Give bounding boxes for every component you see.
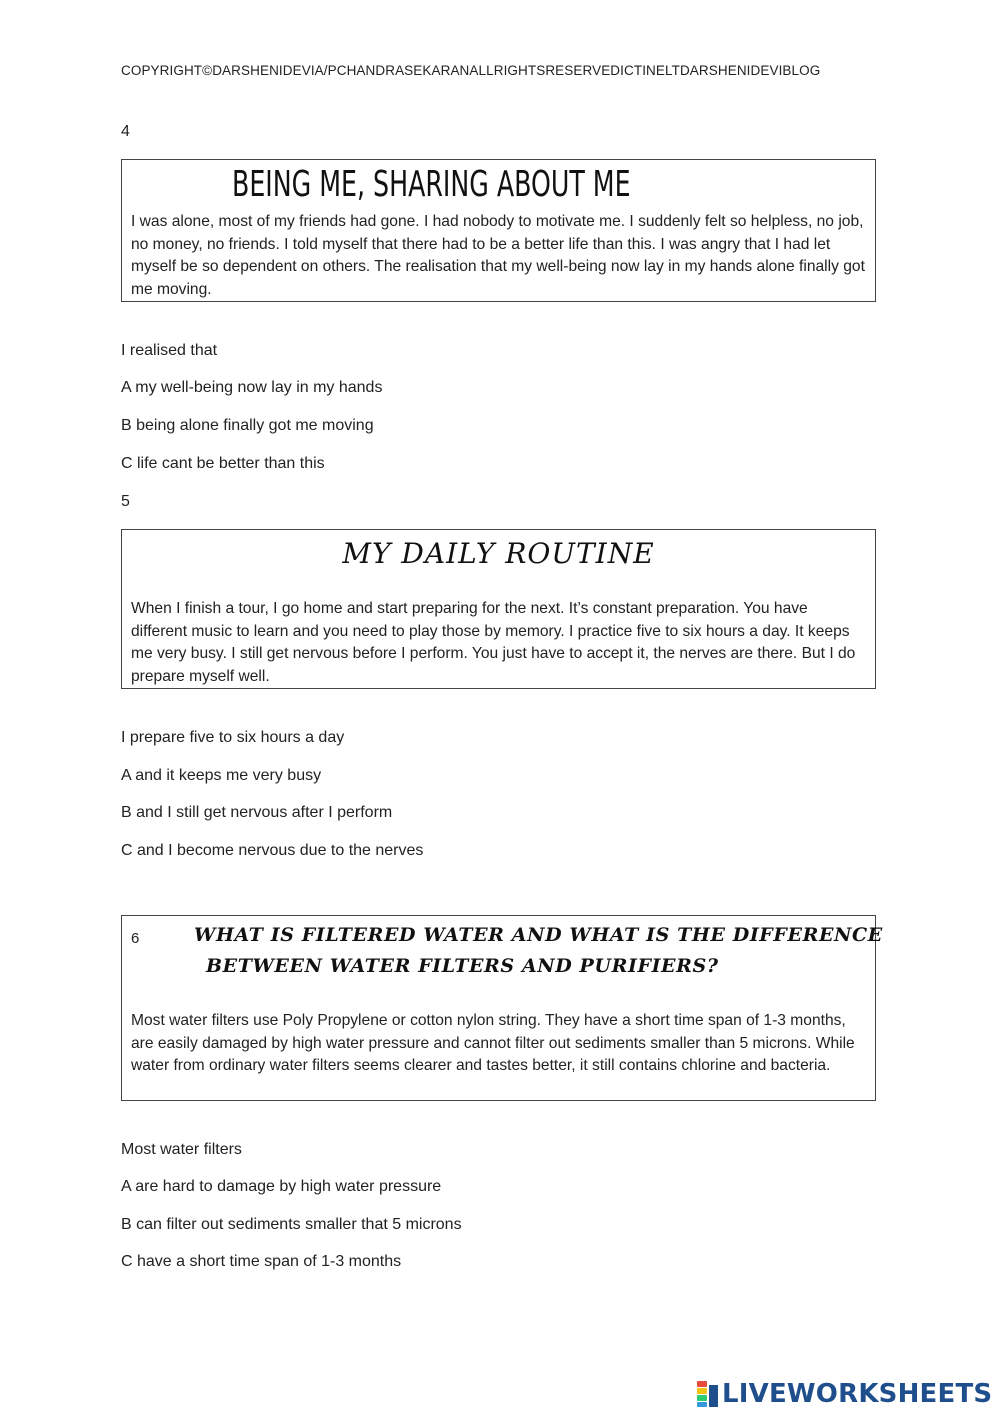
option-5c[interactable]: C and I become nervous due to the nerves	[121, 842, 424, 859]
option-6a[interactable]: A are hard to damage by high water pressure	[121, 1178, 442, 1195]
passage-box-6	[121, 915, 883, 1101]
passage-text-6: Most water filters use Poly Propylene or cotton nylon string. They have a short time span of 1-3 months, are easily damaged by high water pressure and cannot filter out sediments smaller than 5 microns. While water from ordinary water filters seems clearer and tastes better, it still contains chlorine and bacteria.	[131, 1012, 855, 1075]
option-4a[interactable]: A my well-being now lay in my hands	[121, 379, 383, 396]
passage-box-4	[121, 159, 876, 302]
passage-title-6-line1: WHAT IS FILTERED WATER AND WHAT IS THE DIFFERENCE	[194, 924, 883, 946]
question-number-4: 4	[121, 123, 130, 140]
passage-box-5	[121, 529, 876, 689]
question-stem-6: Most water filters	[121, 1141, 242, 1158]
liveworksheets-brand[interactable]	[697, 1378, 992, 1410]
option-6c[interactable]: C have a short time span of 1-3 months	[121, 1253, 402, 1270]
passage-title-4: BEING ME, SHARING ABOUT ME	[232, 164, 631, 205]
option-6b[interactable]: B can filter out sediments smaller that 5 microns	[121, 1216, 462, 1233]
liveworksheets-wordmark: LIVEWORKSHEETS	[722, 1379, 993, 1409]
option-4c[interactable]: C life cant be better than this	[121, 455, 325, 472]
question-stem-5: I prepare five to six hours a day	[121, 729, 345, 746]
question-number-6: 6	[131, 930, 140, 947]
passage-title-6-line2: BETWEEN WATER FILTERS AND PURIFIERS?	[206, 955, 719, 977]
option-5a[interactable]: A and it keeps me very busy	[121, 767, 322, 784]
option-5b[interactable]: B and I still get nervous after I perform	[121, 804, 393, 821]
passage-text-4: I was alone, most of my friends had gone. I had nobody to motivate me. I suddenly felt so helpless, no job, no money, no friends. I told myself that there had to be a better life than this. I was angry that I had let myself be so dependent on others. The realisation that my well-being now lay in my hands alone finally got me moving.	[131, 213, 865, 298]
option-4b[interactable]: B being alone finally got me moving	[121, 417, 374, 434]
liveworksheets-logo-icon	[697, 1381, 719, 1407]
passage-text-5: When I finish a tour, I go home and start preparing for the next. It’s constant preparation. You have different music to learn and you need to play those by memory. I practice five to six hours a day. It keeps me very busy. I still get nervous before I perform. You just have to accept it, the nerves are there. But I do prepare myself well.	[131, 600, 856, 685]
copyright-notice: COPYRIGHT©DARSHENIDEVIA/PCHANDRASEKARANALLRIGHTSRESERVEDICTINELTDARSHENIDEVIBLOG	[121, 63, 821, 78]
question-number-5: 5	[121, 493, 130, 510]
question-stem-4: I realised that	[121, 342, 218, 359]
passage-title-5: MY DAILY ROUTINE	[342, 537, 655, 570]
